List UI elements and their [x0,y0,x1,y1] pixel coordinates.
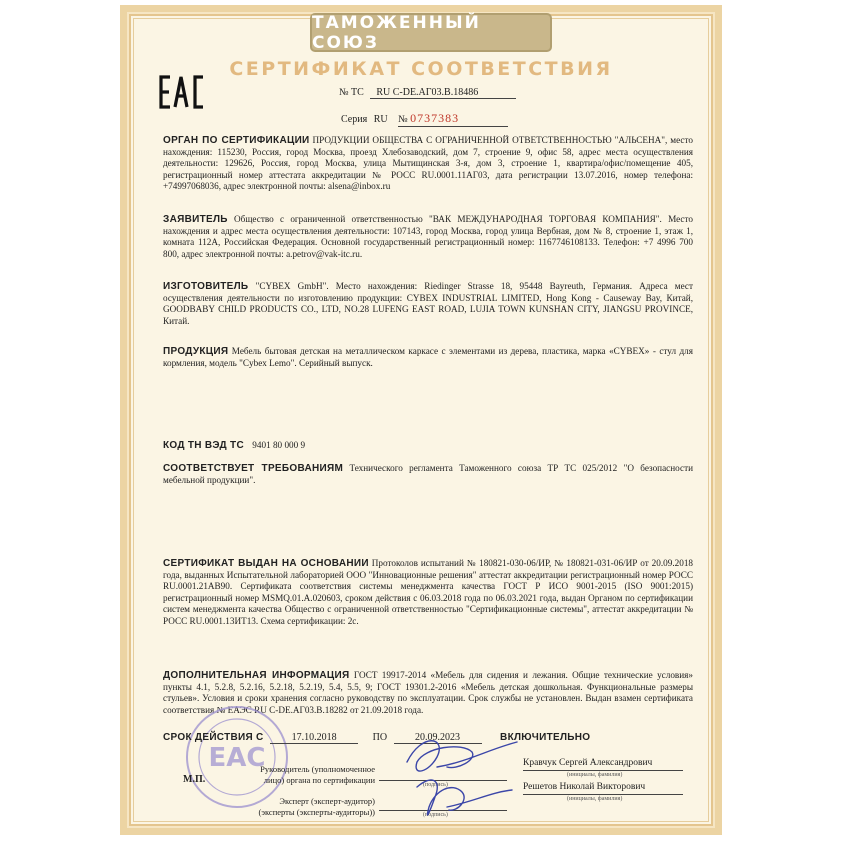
customs-union-banner [310,13,552,52]
series-row [341,111,508,127]
certification-body-label: ОРГАН ПО СЕРТИФИКАЦИИ [163,135,310,146]
head-label-line-2: лицо) органа по сертификации [263,775,375,785]
validity-to-label: ПО [372,732,388,743]
series-code: RU [373,114,388,125]
manufacturer-text: "CYBEX GmbH". Место нахождения: Riedinger Strasse 18, 95448 Bayreuth, Германия. Адреса мест осуществления деятельности по изготовлению продукции: CYBEX INDUSTRIAL LIMITED, Hong Kong - Causeway Bay, Китай, GOODBABY CHILD PRODUCTS CO., LTD, NO.28 LUFENG EAST ROAD, LUJIA TOWN KUNSHAN CITY, JIANGSU PROVINCE, Китай. [163,281,694,326]
handwritten-signatures-icon [377,722,537,832]
head-name-caption: (инициалы, фамилия) [567,772,623,778]
product-label: ПРОДУКЦИЯ [163,346,229,357]
serial-number: 0737383 [410,111,460,125]
conformity-label: СООТВЕТСТВУЕТ ТРЕБОВАНИЯМ [163,463,344,474]
certificate-title: СЕРТИФИКАТ СООТВЕТСТВИЯ [229,58,613,80]
certification-body-section [163,135,693,193]
number-value: RU C-DE.АГ03.В.18486 [370,87,516,99]
certificate [120,5,722,835]
head-of-body-label [255,764,375,786]
applicant-label: ЗАЯВИТЕЛЬ [163,214,228,225]
stamp-logo-text: EAC [208,743,266,773]
additional-info-text: ГОСТ 19917-2014 «Мебель для сидения и лежания. Общие технические условия» пункты 4.1, 5.2.8, 5.2.16, 5.2.18, 5.2.19, 5.4, 5.5, 9; ГОСТ 19301.2-2016 «Мебель детская дошкольная. Функциональные размеры стульев». Условия и сроки хранения согласно руководству по эксплуатации. Срок службы не установлен. Выдан взамен сертификата соответствия № ЕАЭС RU C-DE.АГ03.В.18282 от 21.09.2018 года. [163,670,693,715]
series-prefix: № [398,114,408,125]
basis-text: Протоколов испытаний № 180821-030-06/ИР, № 180821-031-06/ИР от 20.09.2018 года, выданных Испытательной лабораторией ООО "Инновационные решения" аттестат аккредитации регистрационный номер РОСС RU.0001.21АВ90. Сертификата соответствия системы менеджмента качества ГОСТ Р ИСО 9001-2015 (ISO 9001:2015) регистрационный номер MSMQ.01.A.020603, сроком действия с 06.03.2018 года по 06.03.2021 года, выдан Органом по сертификации систем менеджмента качества Общество с ограниченной ответственностью "Сертификационные системы", аттестат аккредитации № РОСС RU.0001.13ИТ13. Схема сертификации: 2с. [163,558,694,626]
expert-name-line [523,794,683,795]
tnved-code-label: КОД ТН ВЭД ТС [163,440,244,451]
head-sign-caption: (подпись) [423,782,448,788]
basis-section [163,558,693,628]
expert-name: Решетов Николай Викторович [523,782,646,792]
applicant-section [163,214,693,260]
certificate-number-row [339,87,516,99]
product-section [163,346,693,369]
expert-name-caption: (инициалы, фамилия) [567,796,623,802]
validity-inclusive: ВКЛЮЧИТЕЛЬНО [500,732,591,743]
basis-label: СЕРТИФИКАТ ВЫДАН НА ОСНОВАНИИ [163,558,369,569]
manufacturer-section [163,281,693,327]
validity-to-date: 20.09.2023 [394,732,482,744]
expert-label-line-2: (эксперты (эксперты-аудиторы)) [258,807,375,817]
validity-from-label: СРОК ДЕЙСТВИЯ С [163,732,264,743]
eac-logo-icon [158,74,206,110]
conformity-section [163,463,693,486]
manufacturer-label: ИЗГОТОВИТЕЛЬ [163,281,249,292]
head-label-line-1: Руководитель (уполномоченное [260,764,375,774]
conformity-text: Технического регламента Таможенного союза ТР ТС 025/2012 "О безопасности мебельной продукции". [163,463,694,485]
additional-info-label: ДОПОЛНИТЕЛЬНАЯ ИНФОРМАЦИЯ [163,670,350,681]
number-label: № ТС [339,87,364,98]
expert-label-line-1: Эксперт (эксперт-аудитор) [279,796,375,806]
expert-label [255,796,375,818]
head-name: Кравчук Сергей Александрович [523,758,653,768]
series-label: Серия [341,114,368,125]
validity-from-date: 17.10.2018 [270,732,358,744]
series-number [398,111,508,127]
tnved-code-section [163,440,693,452]
head-name-line [523,770,683,771]
tnved-code-value: 9401 80 000 9 [252,440,306,450]
applicant-text: Общество с ограниченной ответственностью "ВАК МЕЖДУНАРОДНАЯ ТОРГОВАЯ КОМПАНИЯ". Место нахождения и адрес места осуществления деятельности: 107143, город Москва, город улица Вербная, дом № 8, строение 1, этаж 1, комната 112А, Российская Федерация. Основной государственный регистрационный номер: 1167746108133. Телефон: +7 4996 700 800, адрес электронной почты: a.petrov@vak-itc.ru. [163,214,693,259]
banner-text: ТАМОЖЕННЫЙ СОЮЗ [312,12,481,53]
expert-sign-caption: (подпись) [423,812,448,818]
seal-label: М.П. [183,774,206,785]
product-text: Мебель бытовая детская на металлическом каркасе с элементами из дерева, пластика, марка «CYBEX» - стул для кормления, модель "Cybex Lemo". Серийный выпуск. [163,346,693,368]
certification-body-text: ПРОДУКЦИИ ОБЩЕСТВА С ОГРАНИЧЕННОЙ ОТВЕТСТВЕННОСТЬЮ "АЛЬСЕНА", место нахождения: 115230, Россия, город Москва, проезд Хлебозаводский, дом 7, строение 9, офис 58, адрес места осуществления деятельности: 129626, Россия, город Москва, улица Мытищинская 3-я, дом 3, строение 1, квартира/офис/помещение 405, регистрационный номер аттестата аккредитации № РОСС RU.0001.11АГ03, дата регистрации 13.07.2016, номер телефона: +74997068036, адрес электронной почты: alsena@inbox.ru [163,135,693,192]
